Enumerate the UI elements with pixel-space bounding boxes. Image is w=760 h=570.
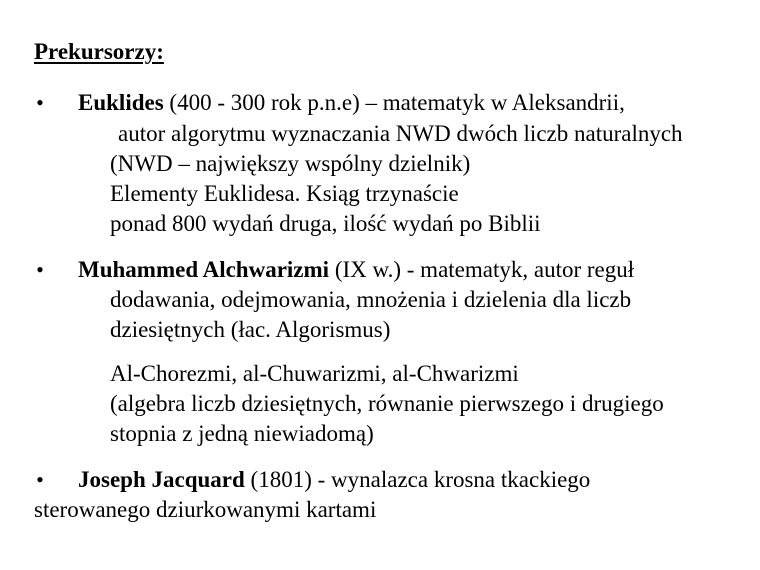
item-euklides-line-3: Elementy Euklidesa. Ksiąg trzynaście [110,181,459,206]
item-euklides-first-line-rest: (400 - 300 rok p.n.e) – matematyk w Aleksandrii, [163,90,625,115]
page-title: Prekursorzy: [34,39,164,64]
item-euklides-name: Euklides [78,90,164,115]
item-alchwarizmi-line-3: Al-Chorezmi, al-Chuwarizmi, al-Chwarizmi [110,361,519,386]
item-jacquard-first-line [78,464,590,495]
item-alchwarizmi-line-5: stopnia z jedną niewiadomą) [110,421,374,446]
item-alchwarizmi-line-4: (algebra liczb dziesiętnych, równanie pierwszego i drugiego [110,391,664,416]
item-euklides-line-1: autor algorytmu wyznaczania NWD dwóch liczb naturalnych [118,121,683,146]
item-euklides-line-4: ponad 800 wydań druga, ilość wydań po Biblii [110,211,541,236]
item-alchwarizmi-line-2: dziesiętnych (łac. Algorismus) [110,317,391,342]
item-alchwarizmi-line-1: dodawania, odejmowania, mnożenia i dzielenia dla liczb [110,287,632,312]
item-alchwarizmi-name: Muhammed Alchwarizmi [78,257,330,282]
bullet-1: • [36,90,44,115]
bullet-3: • [36,467,44,492]
item-jacquard-first-line-rest: (1801) - wynalazca krosna tkackiego [244,467,591,492]
bullet-2: • [36,257,44,282]
item-jacquard-line-1: sterowanego dziurkowanymi kartami [34,497,377,522]
item-alchwarizmi-first-line [78,254,634,285]
item-euklides-line-2: (NWD – największy wspólny dzielnik) [110,151,471,176]
item-euklides-first-line [78,87,625,118]
item-alchwarizmi-first-line-rest: (IX w.) - matematyk, autor reguł [329,257,635,282]
item-jacquard-name: Joseph Jacquard [78,467,245,492]
